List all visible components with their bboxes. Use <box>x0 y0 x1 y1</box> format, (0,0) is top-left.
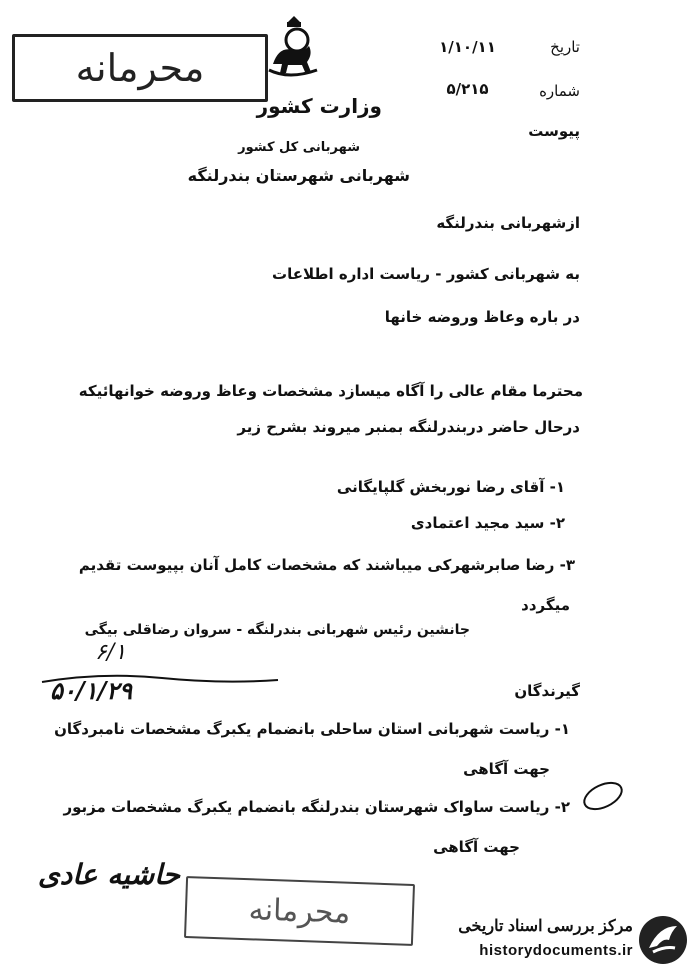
police-general-title: شهربانی کل کشور <box>238 140 360 155</box>
logo-text-url: historydocuments.ir <box>479 942 633 959</box>
subject-line: در باره وعاظ وروضه خانها <box>384 308 580 326</box>
date-value: ۱/۱۰/۱۱ <box>439 38 496 56</box>
body-line-2: درحال حاضر دربندرلنگه بمنبر میروند بشرح زیر <box>237 418 580 436</box>
from-line: ازشهربانی بندرلنگه <box>436 214 580 232</box>
list-item-1: ۱- آقای رضا نوربخش گلپایگانی <box>336 478 565 496</box>
confidential-stamp-bottom <box>184 876 415 946</box>
archive-logo <box>420 912 695 970</box>
body-line-after: میگردد <box>521 596 570 614</box>
lion-sun-emblem-icon <box>265 14 323 80</box>
number-value: ۵/۲۱۵ <box>446 80 489 98</box>
police-city-title: شهربانی شهرستان بندرلنگه <box>187 166 410 185</box>
recipient-2-cont: جهت آگاهی <box>433 838 520 856</box>
to-line: به شهربانی کشور - ریاست اداره اطلاعات <box>272 265 580 283</box>
attachment-label: پیوست <box>528 122 580 140</box>
confidential-stamp-top <box>12 34 268 102</box>
handwritten-note-1: ۶/۱ <box>95 640 127 665</box>
date-label: تاریخ <box>550 38 580 56</box>
signature-line: جانشین رئیس شهربانی بندرلنگه - سروان رضاقلی بیگی <box>84 622 470 638</box>
stamp-top-text: محرمانه <box>75 46 205 90</box>
handwritten-note-2: ۵۰/۱/۲۹ <box>50 676 132 705</box>
logo-text-fa: مرکز بررسی اسناد تاریخی <box>458 918 633 935</box>
archive-logo-icon <box>637 914 689 966</box>
handwritten-footer: حاشیه عادی <box>37 858 180 891</box>
check-mark-icon <box>575 780 625 814</box>
recipient-1: ۱- ریاست شهربانی استان ساحلی بانضمام یکبرگ مشخصات نامبردگان <box>54 720 570 738</box>
list-item-3: ۳- رضا صابرشهرکی میباشند که مشخصات کامل آنان بپیوست تقدیم <box>78 556 575 574</box>
body-line-1: محترما مقام عالی را آگاه میسازد مشخصات وعاظ وروضه خوانهائیکه <box>78 382 583 400</box>
recipient-2: ۲- ریاست ساواک شهرستان بندرلنگه بانضمام یکبرگ مشخصات مزبور <box>63 798 570 816</box>
stamp-bottom-text: محرمانه <box>248 891 351 931</box>
number-label: شماره <box>539 82 580 100</box>
ministry-title: وزارت کشور <box>256 94 382 118</box>
list-item-2: ۲- سید مجید اعتمادی <box>410 514 565 532</box>
recipients-title: گیرندگان <box>514 682 580 700</box>
recipient-1-cont: جهت آگاهی <box>463 760 550 778</box>
